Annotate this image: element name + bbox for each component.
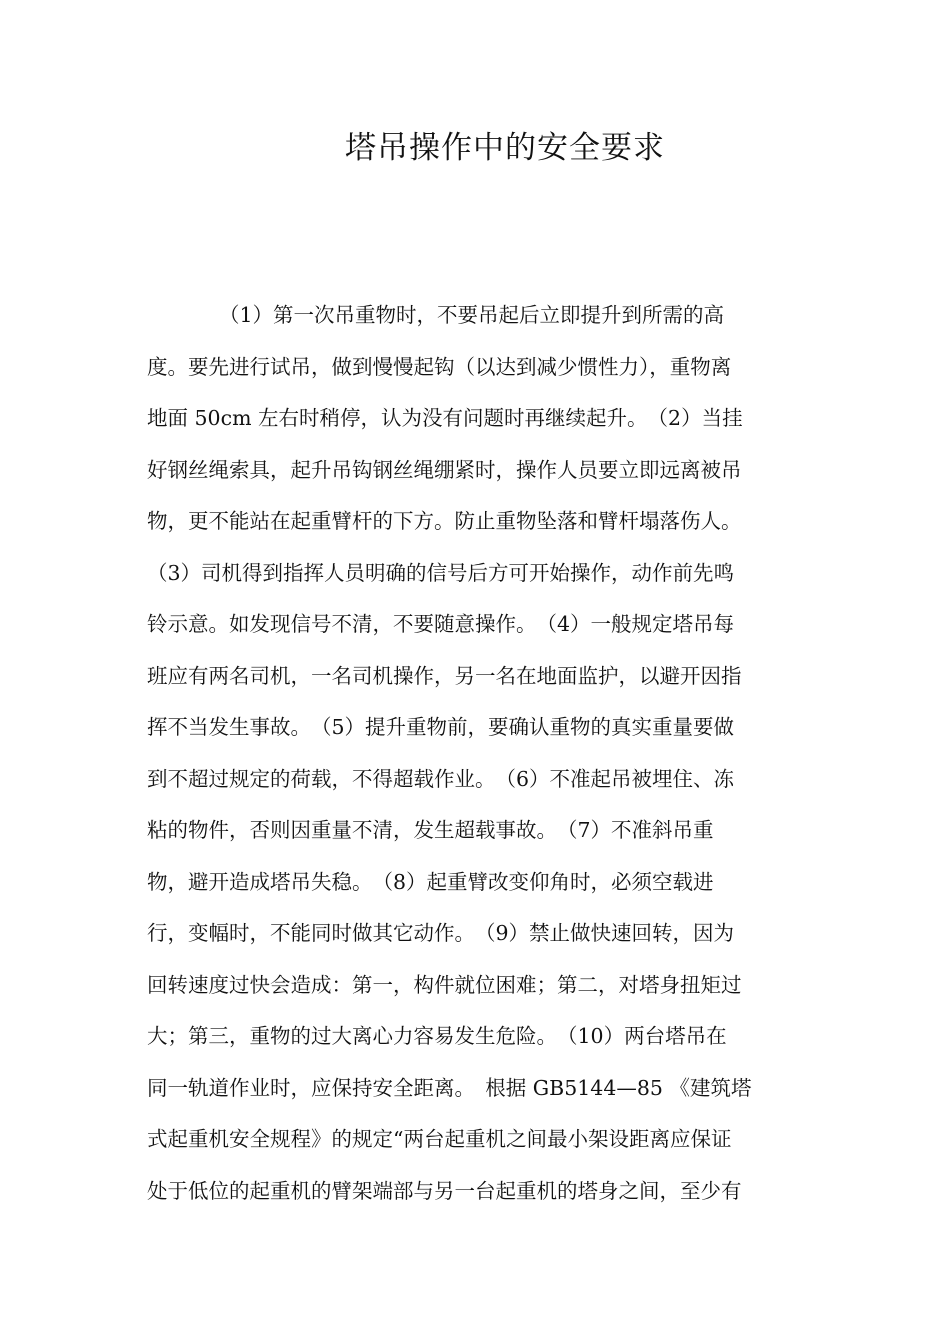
text-line: 班应有两名司机，一名司机操作，另一名在地面监护，以避开因指 [147, 663, 742, 688]
text-line: 同一轨道作业时，应保持安全距离。 根据 GB5144—85 《建筑塔 [147, 1075, 752, 1100]
text-line: （1）第一次吊重物时，不要吊起后立即提升到所需的高 [219, 303, 725, 327]
document-body [147, 290, 807, 1217]
text-line: 式起重机安全规程》的规定“两台起重机之间最小架设距离应保证 [147, 1127, 732, 1151]
text-line: 物，更不能站在起重臂杆的下方。防止重物坠落和臂杆塌落伤人。 [147, 509, 742, 533]
text-line: 行，变幅时，不能同时做其它动作。 （9）禁止做快速回转，因为 [147, 921, 735, 945]
text-line: 物，避开造成塔吊失稳。 （8）起重臂改变仰角时，必须空载进 [147, 869, 714, 894]
text-line: 到不超过规定的荷载，不得超载作业。 （6）不准起吊被埋住、冻 [147, 766, 735, 791]
text-line: 粘的物件，否则因重量不清，发生超载事故。 （7）不准斜吊重 [147, 818, 714, 842]
text-line: 好钢丝绳索具，起升吊钩钢丝绳绷紧时，操作人员要立即远离被吊 [147, 457, 742, 482]
text-line: 挥不当发生事故。 （5）提升重物前，要确认重物的真实重量要做 [147, 715, 735, 739]
text-line: 地面 50cm 左右时稍停，认为没有问题时再继续起升。 （2）当挂 [147, 406, 743, 430]
text-line: 铃示意。如发现信号不清，不要随意操作。 （4）一般规定塔吊每 [147, 612, 735, 636]
text-line: 大；第三，重物的过大离心力容易发生危险。 （10）两台塔吊在 [147, 1024, 727, 1048]
text-line: 回转速度过快会造成：第一，构件就位困难；第二，对塔身扭矩过 [147, 972, 742, 997]
text-line: 度。要先进行试吊，做到慢慢起钩（以达到减少惯性力），重物离 [147, 354, 732, 379]
text-line: （3）司机得到指挥人员明确的信号后方可开始操作，动作前先鸣 [147, 560, 735, 585]
text-line: 处于低位的起重机的臂架端部与另一台起重机的塔身之间，至少有 [147, 1178, 742, 1203]
page-title: 塔吊操作中的安全要求 [345, 130, 665, 166]
